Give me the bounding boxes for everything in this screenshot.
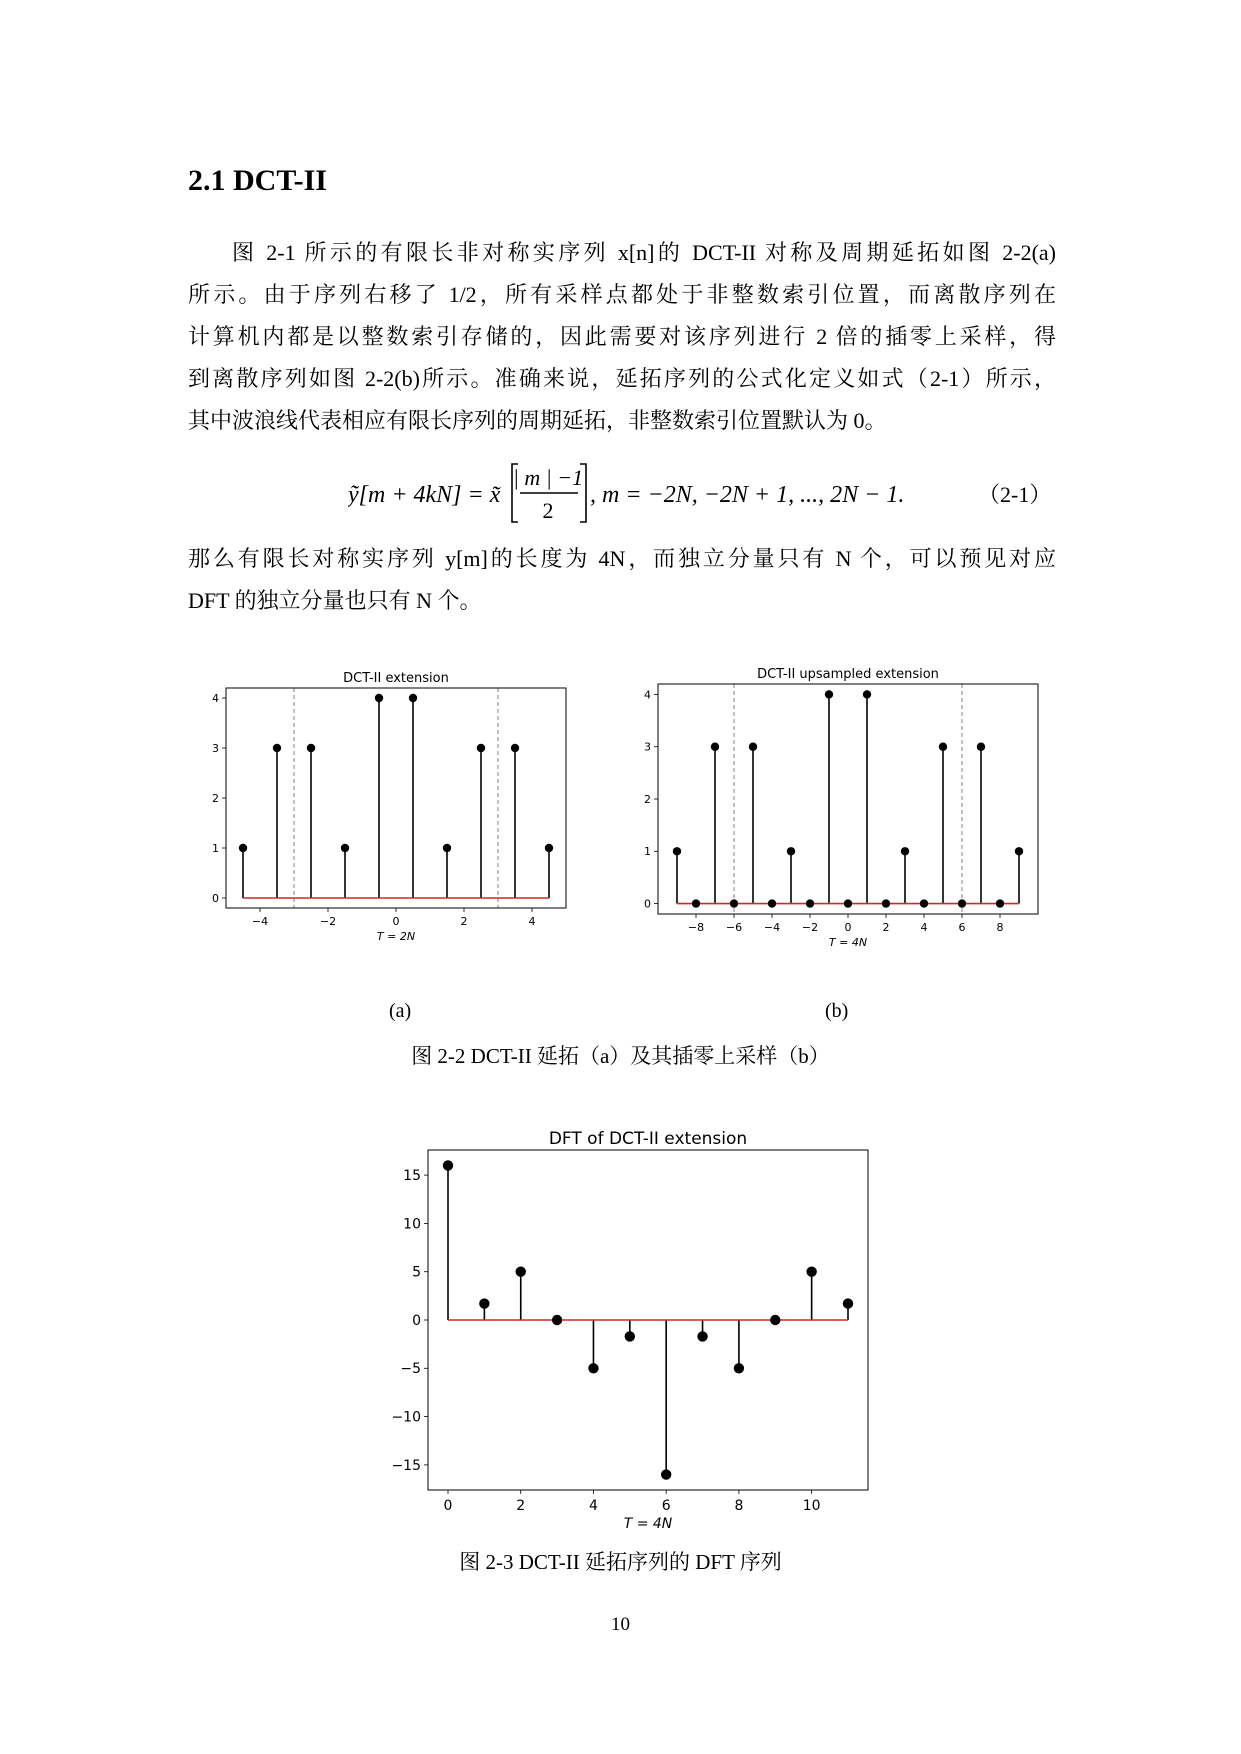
stem-marker: [545, 844, 553, 852]
stem-marker: [625, 1331, 635, 1341]
x-axis-label: T = 2N: [376, 930, 416, 943]
x-tick-label: 4: [920, 921, 928, 934]
x-tick-label: −2: [801, 921, 819, 934]
stem-marker: [806, 1267, 816, 1277]
x-tick-label: 0: [392, 915, 400, 928]
chart-dct-ii-extension: [196, 668, 626, 998]
stem-marker: [239, 844, 247, 852]
equation-2-1: [348, 458, 1068, 528]
x-axis-label: T = 4N: [828, 936, 868, 949]
paragraph-1-line-4: 到离散序列如图 2-2(b)所示。准确来说，延拓序列的公式化定义如式（2-1）所示，: [188, 366, 1056, 391]
stem-marker: [977, 743, 985, 751]
y-tick-label: 4: [644, 688, 651, 702]
paragraph-1-line-2: 所示。由于序列右移了 1/2，所有采样点都处于非整数索引位置，而离散序列在: [188, 282, 1056, 307]
stem-marker: [477, 744, 485, 752]
stem-marker: [920, 899, 928, 907]
y-tick-label: 0: [212, 891, 219, 905]
x-tick-label: −6: [725, 921, 743, 934]
stem-marker: [749, 743, 757, 751]
y-tick-label: 4: [212, 691, 219, 705]
y-tick-label: 0: [644, 897, 651, 911]
x-tick-label: 4: [588, 1498, 598, 1514]
x-tick-label: 2: [516, 1498, 526, 1514]
paragraph-2-line-2: DFT 的独立分量也只有 N 个。: [188, 588, 482, 613]
figure-2-2-label-a: (a): [389, 1000, 412, 1022]
stem-marker: [863, 690, 871, 698]
x-tick-label: 8: [996, 921, 1004, 934]
paragraph-1-line-1: 图 2-1 所示的有限长非对称实序列 x[n]的 DCT-II 对称及周期延拓如图 2-2(a): [232, 240, 1056, 265]
chart-title: DCT-II upsampled extension: [757, 667, 939, 682]
paragraph-1: [188, 232, 1056, 442]
chart-title: DFT of DCT-II extension: [548, 1129, 748, 1149]
x-tick-label: 0: [844, 921, 852, 934]
paragraph-2: [188, 538, 1056, 622]
stem-marker: [273, 744, 281, 752]
x-tick-label: −4: [763, 921, 781, 934]
stem-marker: [806, 899, 814, 907]
y-tick-label: −15: [391, 1457, 421, 1474]
y-tick-label: 5: [412, 1264, 421, 1281]
stem-marker: [901, 847, 909, 855]
equation-number: （2-1）: [978, 482, 1052, 507]
figure-2-2-caption: 图 2-2 DCT-II 延拓（a）及其插零上采样（b）: [411, 1044, 830, 1068]
figure-2-3-caption: 图 2-3 DCT-II 延拓序列的 DFT 序列: [459, 1550, 782, 1574]
x-tick-label: 2: [460, 915, 468, 928]
y-tick-label: 2: [644, 792, 651, 806]
equation-numerator: | m | −1: [512, 465, 584, 490]
stem-marker: [307, 744, 315, 752]
stem-marker: [511, 744, 519, 752]
x-tick-label: −8: [687, 921, 705, 934]
y-tick-label: 15: [403, 1168, 421, 1185]
figure-2-2-label-b: (b): [825, 1000, 849, 1022]
stem-marker: [443, 1160, 453, 1170]
y-tick-label: 1: [644, 845, 651, 859]
stem-marker: [770, 1315, 780, 1325]
stem-marker: [697, 1331, 707, 1341]
stem-marker: [882, 899, 890, 907]
x-tick-label: 2: [882, 921, 890, 934]
stem-marker: [552, 1315, 562, 1325]
stem-marker: [996, 899, 1004, 907]
y-tick-label: 0: [412, 1312, 421, 1329]
stem-marker: [711, 743, 719, 751]
x-tick-label: 10: [802, 1498, 821, 1514]
x-axis-label: T = 4N: [623, 1516, 673, 1532]
x-tick-label: 6: [661, 1498, 671, 1514]
stem-marker: [673, 847, 681, 855]
y-tick-label: −10: [391, 1409, 421, 1426]
stem-marker: [443, 844, 451, 852]
x-tick-label: −2: [319, 915, 337, 928]
chart-dft-of-dct-ii-extension: [370, 1122, 900, 1534]
page-number: 10: [611, 1614, 630, 1635]
stem-marker: [939, 743, 947, 751]
x-tick-label: −4: [251, 915, 269, 928]
stem-marker: [692, 899, 700, 907]
stem-marker: [588, 1363, 598, 1373]
stem-marker: [661, 1469, 671, 1479]
y-tick-label: −5: [400, 1361, 421, 1378]
section-title: 2.1 DCT-II: [188, 164, 327, 197]
stem-marker: [787, 847, 795, 855]
paragraph-1-line-3: 计算机内都是以整数索引存储的，因此需要对该序列进行 2 倍的插零上采样，得: [188, 324, 1056, 349]
paragraph-2-line-1: 那么有限长对称实序列 y[m]的长度为 4N，而独立分量只有 N 个，可以预见对应: [188, 546, 1056, 571]
stem-marker: [516, 1267, 526, 1277]
y-tick-label: 3: [644, 740, 651, 754]
stem-marker: [730, 899, 738, 907]
x-tick-label: 6: [958, 921, 966, 934]
stem-marker: [958, 899, 966, 907]
stem-marker: [843, 1298, 853, 1308]
chart-title: DCT-II extension: [343, 671, 449, 686]
stem-marker: [375, 694, 383, 702]
x-tick-label: 8: [734, 1498, 744, 1514]
x-tick-label: 0: [443, 1498, 453, 1514]
x-tick-label: 4: [528, 915, 536, 928]
y-tick-label: 1: [212, 841, 219, 855]
y-tick-label: 10: [403, 1216, 421, 1233]
stem-marker: [844, 899, 852, 907]
stem-marker: [768, 899, 776, 907]
stem-marker: [1015, 847, 1023, 855]
paragraph-1-line-5: 其中波浪线代表相应有限长序列的周期延拓，非整数索引位置默认为 0。: [188, 408, 887, 433]
equation-lhs: ỹ[m + 4kN] = x̃: [348, 482, 501, 508]
equation-rhs: , m = −2N, −2N + 1, ..., 2N − 1.: [590, 482, 905, 508]
y-tick-label: 2: [212, 791, 219, 805]
stem-marker: [479, 1298, 489, 1308]
stem-marker: [734, 1363, 744, 1373]
stem-marker: [341, 844, 349, 852]
stem-marker: [409, 694, 417, 702]
equation-denominator: 2: [542, 498, 554, 523]
chart-dct-ii-upsampled-extension: [630, 664, 1070, 994]
stem-marker: [825, 690, 833, 698]
y-tick-label: 3: [212, 741, 219, 755]
